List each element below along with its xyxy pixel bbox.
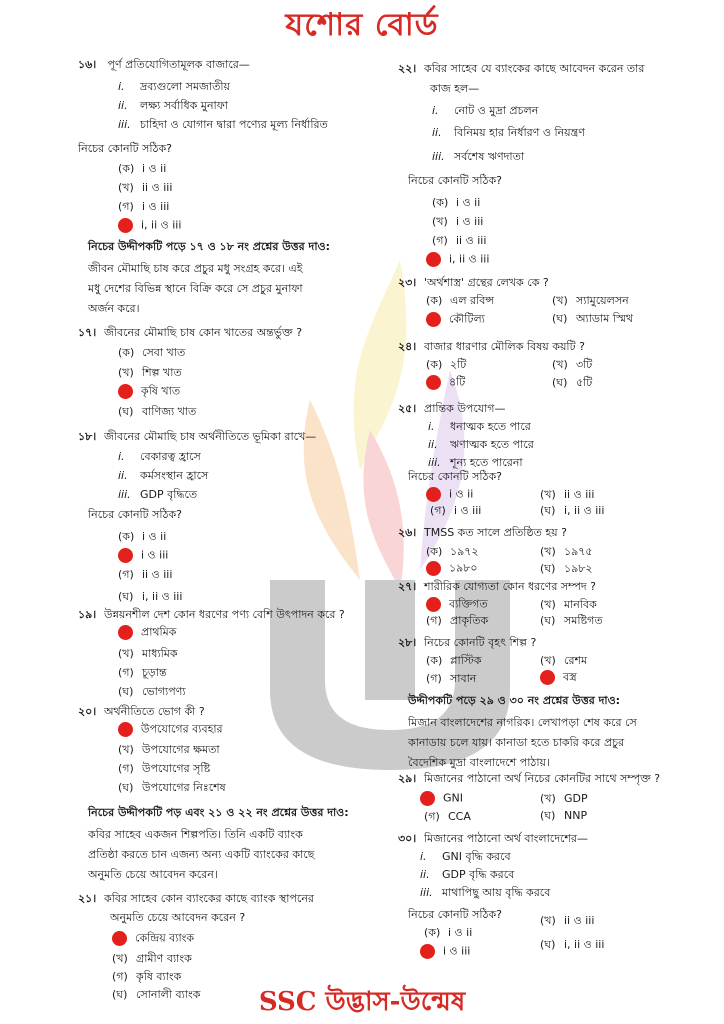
option-selected[interactable]: i ও iii [420, 944, 470, 959]
option[interactable]: (ক) সেবা খাত [118, 346, 186, 359]
option[interactable]: (ক) i ও ii [118, 530, 167, 543]
answer-dot-icon [420, 944, 435, 959]
question-28: ২৮। নিচের কোনটি বৃহৎ শিল্প ? [398, 636, 537, 649]
statement: ii. লক্ষ্য সর্বাধিক মুনাফা [118, 99, 228, 112]
prompt: নিচের কোনটি সঠিক? [408, 174, 502, 187]
answer-dot-icon [540, 670, 555, 685]
stem-line: জীবন মৌমাছি চাষ করে প্রচুর মধু সংগ্রহ করে। এই [88, 262, 303, 275]
option[interactable]: (ক) ২টি [426, 358, 467, 371]
question-24: ২৪। বাজার ধারণার মৌলিক বিষয় কয়টি ? [398, 340, 585, 353]
option[interactable]: (ক) i ও ii [432, 196, 481, 209]
option[interactable]: (গ) প্রাকৃতিক [426, 614, 489, 627]
option-selected[interactable]: কেন্দ্রিয় ব্যাংক [112, 931, 194, 946]
option[interactable]: (খ) উপযোগের ক্ষমতা [118, 743, 220, 756]
option[interactable]: (ক) ১৯৭২ [426, 545, 479, 558]
option-selected[interactable]: কৃষি খাত [118, 384, 180, 399]
option[interactable]: (ঘ) NNP [540, 809, 588, 822]
option-selected[interactable]: উপযোগের ব্যবহার [118, 722, 223, 737]
answer-dot-icon [118, 548, 133, 563]
option[interactable]: (ঘ) i, ii ও iii [540, 504, 605, 517]
option[interactable]: (খ) শিল্প খাত [118, 366, 182, 379]
question-29: ২৯। মিজানের পাঠানো অর্থ নিচের কোনটির সাথে সম্পৃক্ত ? [398, 772, 661, 785]
answer-dot-icon [426, 597, 441, 612]
answer-dot-icon [118, 218, 133, 233]
answer-dot-icon [118, 384, 133, 399]
statement: ii. GDP বৃদ্ধি করবে [420, 868, 515, 881]
statement: iii. মাথাপিছু আয় বৃদ্ধি করবে [420, 886, 551, 899]
option[interactable]: (খ) ৩টি [552, 358, 593, 371]
stem-line: অর্জন করে। [88, 302, 140, 315]
option-selected[interactable]: i, ii ও iii [118, 218, 181, 233]
stem-line: অনুমতি চেয়ে আবেদন করেন। [88, 868, 218, 881]
question-18: ১৮। জীবনের মৌমাছি চাষ অর্থনীতিতে ভূমিকা রাখে— [78, 430, 317, 443]
option[interactable]: (ক) i ও ii [424, 926, 473, 939]
option-selected[interactable]: ব্যক্তিগত [426, 597, 488, 612]
option-selected[interactable]: i ও iii [118, 548, 168, 563]
question-text: পূর্ণ প্রতিযোগিতামূলক বাজারে— [107, 58, 250, 71]
question-30: ৩০। মিজানের পাঠানো অর্থ বাংলাদেশের— [398, 832, 588, 845]
statement: ii. কর্মসংস্থান হ্রাসে [118, 469, 209, 482]
option[interactable]: (গ) CCA [424, 810, 471, 823]
question-25: ২৫। প্রান্তিক উপযোগ— [398, 402, 506, 415]
option[interactable]: (গ) সাবান [426, 672, 477, 685]
option[interactable]: (ঘ) i, ii ও iii [118, 590, 183, 603]
option[interactable]: (খ) স্যামুয়েলসন [552, 294, 629, 307]
option[interactable]: (ঘ) ১৯৮২ [540, 562, 593, 575]
question-23: ২৩। 'অর্থশাস্ত্র' গ্রন্থের লেখক কে ? [398, 276, 549, 289]
option-selected[interactable]: প্রাথমিক [118, 625, 176, 640]
stem-line: কানাডায় চলে যায়। কানাডা হতে চাকরি করে প্রচুর [408, 736, 625, 749]
stem-heading: নিচের উদ্দীপকটি পড়ে ১৭ ও ১৮ নং প্রশ্নের উত্তর দাও: [88, 240, 331, 253]
option-selected[interactable]: ১৯৮০ [426, 561, 478, 576]
option[interactable]: (খ) ii ও iii [540, 488, 595, 501]
option[interactable]: (খ) ১৯৭৫ [540, 545, 593, 558]
prompt: নিচের কোনটি সঠিক? [408, 908, 502, 921]
question-27: ২৭। শারীরিক যোগ্যতা কোন ধরণের সম্পদ ? [398, 580, 596, 593]
answer-dot-icon [420, 791, 435, 806]
question-text-cont: কাজ হল— [430, 82, 480, 95]
question-text-cont: অনুমতি চেয়ে আবেদন করেন ? [110, 911, 246, 924]
option[interactable]: (ক) প্লাস্টিক [426, 654, 482, 667]
statement: i. বেকারত্ব হ্রাসে [118, 450, 201, 463]
question-20: ২০। অর্থনীতিতে ভোগ কী ? [78, 705, 205, 718]
option[interactable]: (ক) i ও ii [118, 162, 167, 175]
answer-dot-icon [426, 252, 441, 267]
statement: i. GNI বৃদ্ধি করবে [420, 850, 511, 863]
option[interactable]: (খ) i ও iii [432, 215, 484, 228]
answer-dot-icon [118, 722, 133, 737]
statement: iii. GDP বৃদ্ধিতে [118, 488, 198, 501]
question-19: ১৯। উন্নয়নশীল দেশ কোন ধরণের পণ্য বেশি উৎপাদন করে ? [78, 608, 345, 621]
option-selected[interactable]: বস্ত্র [540, 670, 577, 685]
option[interactable]: (খ) GDP [540, 792, 588, 805]
option[interactable]: (গ) উপযোগের সৃষ্টি [118, 762, 211, 775]
option[interactable]: (ঘ) অ্যাডাম স্মিথ [552, 312, 634, 325]
question-26: ২৬। TMSS কত সালে প্রতিষ্ঠিত হয় ? [398, 526, 567, 539]
stem-line: কবির সাহেব একজন শিল্পপতি। তিনি একটি ব্যাংক [88, 828, 303, 841]
answer-dot-icon [426, 375, 441, 390]
footer-brand: SSC উদ্ভাস-উন্মেষ [258, 986, 466, 1017]
statement: iii. চাহিদা ও যোগান দ্বারা পণ্যের মূল্য নির্ধারিত [118, 118, 328, 131]
stem-line: বৈদেশিক মুদ্রা বাংলাদেশে পাঠায়। [408, 756, 550, 769]
answer-dot-icon [118, 625, 133, 640]
stem-line: মিজান বাংলাদেশের নাগরিক। লেখাপড়া শেষ করে সে [408, 716, 637, 729]
statement: i. দ্রব্যগুলো সমজাতীয় [118, 80, 230, 93]
answer-dot-icon [426, 561, 441, 576]
option[interactable]: (ঘ) উপযোগের নিঃশেষ [118, 781, 226, 794]
prompt: নিচের কোনটি সঠিক? [78, 142, 172, 155]
option-selected[interactable]: ৪টি [426, 375, 465, 390]
option[interactable]: (খ) গ্রামীণ ব্যাংক [112, 952, 192, 965]
option[interactable]: (ঘ) ৫টি [552, 376, 593, 389]
prompt: নিচের কোনটি সঠিক? [408, 470, 502, 483]
option[interactable]: (গ) i ও iii [118, 200, 170, 213]
option[interactable]: (গ) কৃষি ব্যাংক [112, 970, 182, 983]
question-17: ১৭। জীবনের মৌমাছি চাষ কোন খাতের অন্তর্ভুক্ত ? [78, 326, 303, 339]
stem-line: প্রতিষ্ঠা করতে চান এজন্য অন্য একটি ব্যাংকের কাছে [88, 848, 315, 861]
option[interactable]: (ঘ) i, ii ও iii [540, 938, 605, 951]
option[interactable]: (গ) i ও iii [430, 504, 482, 517]
option[interactable]: (ক) এল রবিন্স [426, 294, 495, 307]
option[interactable]: (খ) ii ও iii [118, 181, 173, 194]
statement: ii. বিনিময় হার নির্ধারণ ও নিয়ন্ত্রণ [432, 126, 585, 139]
statement: i. নোট ও মুদ্রা প্রচলন [432, 104, 539, 117]
option-selected[interactable]: i ও ii [426, 487, 473, 502]
stem-line: মধু দেশের বিভিন্ন স্থানে বিক্রি করে সে প্রচুর মুনাফা [88, 282, 303, 295]
option[interactable]: (খ) মাধ্যমিক [118, 647, 178, 660]
prompt: নিচের কোনটি সঠিক? [88, 508, 182, 521]
stem-heading: নিচের উদ্দীপকটি পড় এবং ২১ ও ২২ নং প্রশ্নের উত্তর দাও: [88, 806, 349, 819]
question-22: ২২। কবির সাহেব যে ব্যাংকের কাছে আবেদন করেন তার [398, 62, 645, 75]
statement: iii. সর্বশেষ ঋণদাতা [432, 150, 525, 163]
question-number: ১৬। [78, 58, 97, 71]
option[interactable]: (খ) রেশম [540, 654, 588, 667]
option[interactable]: (ঘ) ভোগ্যপণ্য [118, 685, 186, 698]
statement: iii. শূন্য হতে পারেনা [428, 456, 523, 469]
option-selected[interactable]: i, ii ও iii [426, 252, 489, 267]
option-selected[interactable]: GNI [420, 791, 463, 806]
statement: ii. ঋণাত্মক হতে পারে [428, 438, 534, 451]
question-16 [78, 58, 250, 72]
stem-heading: উদ্দীপকটি পড়ে ২৯ ও ৩০ নং প্রশ্নের উত্তর দাও: [408, 694, 621, 707]
answer-dot-icon [426, 312, 441, 327]
question-21: ২১। কবির সাহেব কোন ব্যাংকের কাছে ব্যাংক স্থাপনের [78, 892, 314, 905]
option-selected[interactable]: কৌটিল্য [426, 312, 485, 327]
statement: i. ধনাত্মক হতে পারে [428, 420, 531, 433]
option[interactable]: (গ) চূড়ান্ত [118, 666, 167, 679]
option[interactable]: (খ) মানবিক [540, 598, 597, 611]
page-title: যশোর বোর্ড [285, 7, 439, 43]
option[interactable]: (ঘ) সমষ্টিগত [540, 614, 603, 627]
option[interactable]: (খ) ii ও iii [540, 914, 595, 927]
answer-dot-icon [112, 931, 127, 946]
option[interactable]: (গ) ii ও iii [432, 234, 487, 247]
option[interactable]: (গ) ii ও iii [118, 568, 173, 581]
answer-dot-icon [426, 487, 441, 502]
option[interactable]: (ঘ) সোনালী ব্যাংক [112, 988, 201, 1001]
option[interactable]: (ঘ) বাণিজ্য খাত [118, 405, 197, 418]
